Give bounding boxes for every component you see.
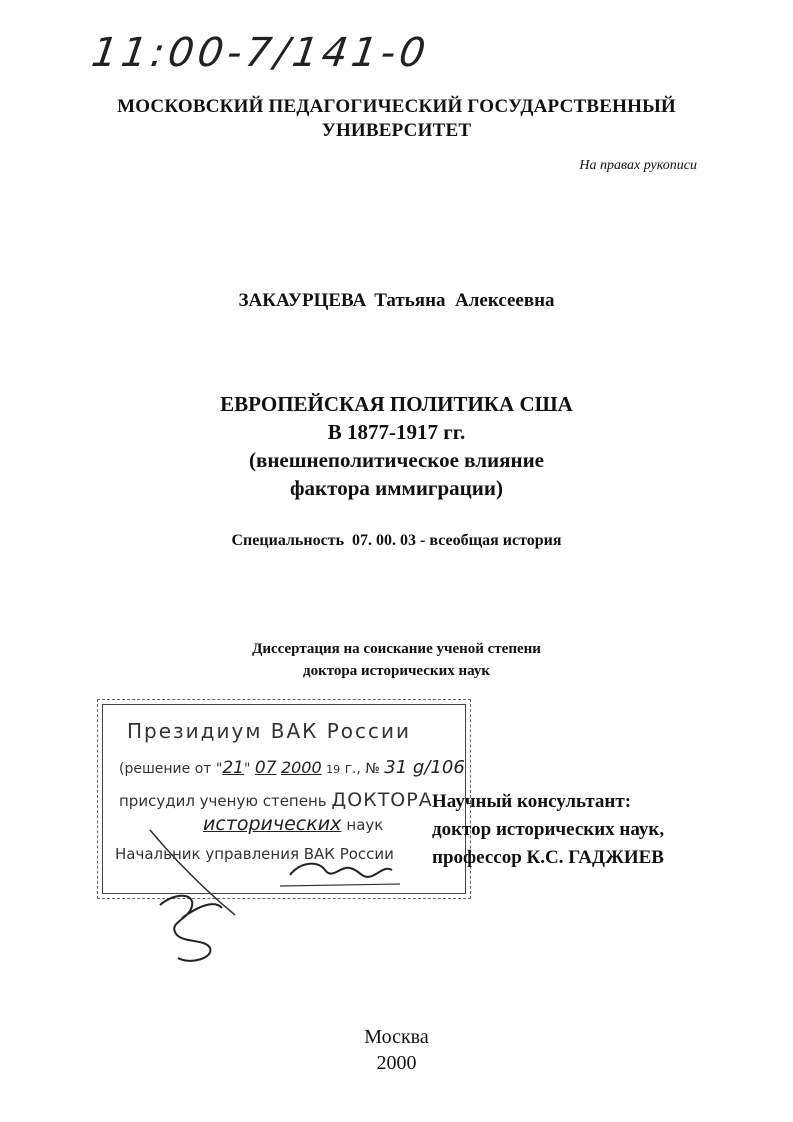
stamp-awarded-text: присудил ученую степень	[119, 792, 327, 810]
stamp-decision-year: 2000	[280, 758, 322, 777]
university-name	[0, 95, 793, 143]
author-given-names: Татьяна Алексеевна	[374, 290, 555, 311]
stamp-field-handwritten: исторических	[203, 813, 342, 835]
title-line-1: ЕВРОПЕЙСКАЯ ПОЛИТИКА США	[220, 392, 573, 416]
author-name	[0, 290, 793, 312]
title-line-2: В 1877-1917 гг.	[327, 420, 466, 444]
stamp-decision-month: 07	[254, 758, 277, 778]
consultant-line-2: доктор исторических наук,	[432, 819, 665, 840]
dissertation-line-1: Диссертация на соискание ученой степени	[252, 641, 541, 657]
publication-place	[0, 1024, 793, 1076]
dissertation-title	[0, 390, 793, 502]
consultant-line-1: Научный консультант:	[432, 791, 632, 812]
title-line-4: фактора иммиграции)	[290, 476, 503, 500]
stamp-head-line: Начальник управления ВАК России	[115, 845, 394, 863]
university-line-1: МОСКОВСКИЙ ПЕДАГОГИЧЕСКИЙ ГОСУДАРСТВЕННЫЙ	[117, 96, 676, 117]
publication-year: 2000	[376, 1052, 417, 1074]
dissertation-degree	[0, 638, 793, 682]
publication-city: Москва	[364, 1026, 429, 1048]
stamp-field-suffix: наук	[346, 816, 384, 834]
stamp-field-line	[203, 813, 383, 835]
author-surname: ЗАКАУРЦЕВА	[238, 290, 367, 311]
consultant-line-3: профессор К.С. ГАДЖИЕВ	[432, 847, 664, 868]
vak-stamp	[102, 704, 466, 894]
manuscript-rights-note: На правах рукописи	[579, 158, 697, 173]
stamp-decision-day: 21	[222, 758, 244, 778]
stamp-title: Президиум ВАК России	[127, 719, 412, 743]
handwritten-archive-code: 11:00-7/141-0	[88, 30, 433, 76]
stamp-degree: ДОКТОРА	[331, 789, 433, 811]
stamp-decision-suffix: г., №	[344, 761, 380, 777]
stamp-decision-prefix: (решение от "	[119, 761, 223, 777]
dissertation-line-2: доктора исторических наук	[303, 663, 490, 679]
stamp-awarded-line	[119, 789, 433, 811]
scientific-consultant	[432, 788, 664, 872]
scrawl-signature	[160, 896, 222, 961]
title-line-3: (внешнеполитическое влияние	[249, 448, 544, 472]
stamp-decision-year-prefix: 19	[326, 763, 341, 776]
stamp-decision-line: (решение от "21" 07 2000 19 г., № 31 g/106	[119, 757, 465, 778]
specialty-line: Специальность 07. 00. 03 - всеобщая история	[231, 532, 562, 549]
stamp-decision-number: 31 g/106	[384, 757, 465, 778]
university-line-2: УНИВЕРСИТЕТ	[321, 120, 472, 141]
